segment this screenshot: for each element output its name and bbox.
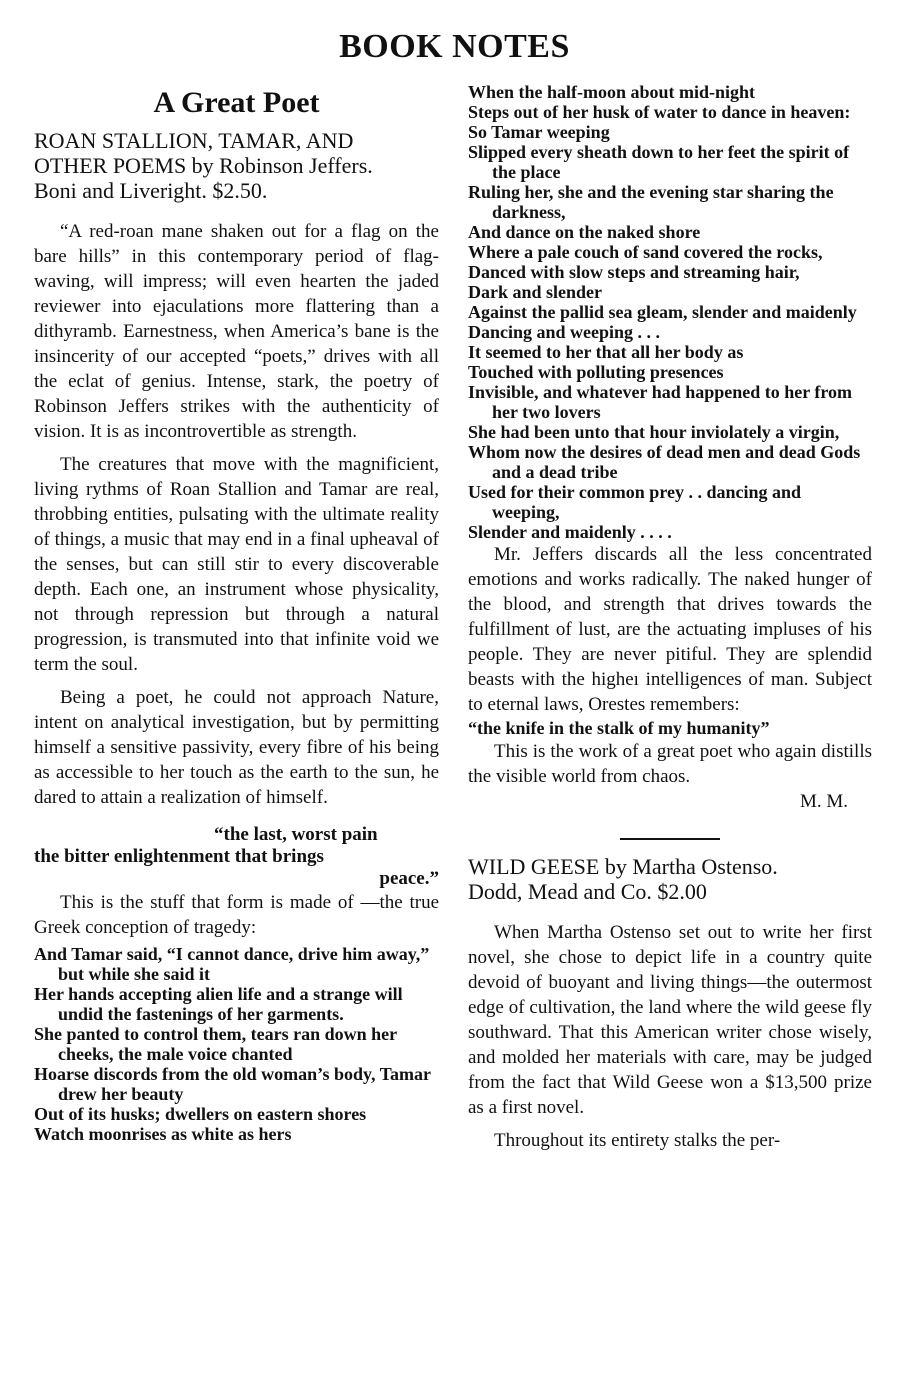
verse-line: Steps out of her husk of water to dance in heaven: [468, 102, 851, 122]
paragraph: This is the stuff that form is made of —the true Greek conception of tragedy: [34, 892, 439, 938]
paragraph: When Martha Ostenso set out to write her first novel, she chose to depict life in a country quite devoid of buoyant and living things—the outermost edge of cultivation, the land where the wild geese fly southward. That this American writer chose wisely, and molded her materials with care, may be judged from the fact that Wild Geese won a $13,500 prize as a first novel. [468, 922, 872, 1118]
block-quote [34, 824, 439, 890]
review-title: A Great Poet [153, 86, 320, 119]
quote-line: the bitter enlightenment that brings [34, 846, 324, 867]
verse-block [34, 944, 439, 1144]
reviewer-initials: M. M. [799, 791, 848, 812]
right-column [468, 82, 872, 1153]
verse-line: Where a pale couch of sand covered the rocks, [468, 242, 823, 262]
book-heading-line: Boni and Liveright. $2.50. [34, 178, 268, 203]
verse-line: Out of its husks; dwellers on eastern shores [34, 1104, 367, 1124]
book-heading-line: ROAN STALLION, TAMAR, AND [34, 128, 354, 153]
verse-line: When the half-moon about mid-night [468, 82, 756, 102]
verse-line: Invisible, and whatever had happened to her from her two lovers [468, 382, 853, 422]
book-heading-line: WILD GEESE by Martha Ostenso. [468, 854, 778, 879]
paragraph: “A red-roan mane shaken out for a flag on the bare hills” in this contemporary period of flag-waving, will impress; will even hearten the jaded reviewer into ejaculations more flattering than a dithyramb. Earnestness, when America’s bane is the insincerity of our accepted “poets,” drives with all the eclat of genius. Intense, stark, the poetry of Robinson Jeffers strikes with the authenticity of vision. It is as incontrovertible as strength. [34, 221, 439, 442]
verse-line: She had been unto that hour inviolately a virgin, [468, 422, 840, 442]
paragraph: The creatures that move with the magnificient, living rythms of Roan Stallion and Tamar are real, throbbing entities, pulsating with the ultimate reality of things, a music that may end in a final upheaval of the senses, but can still stir to every discoverable depth. Each one, an instrument whose physicality, not through repression but through a natural progression, is transmuted into that infinite void we term the soul. [34, 454, 439, 675]
quote-line: “the knife in the stalk of my humanity” [468, 718, 770, 738]
verse-line: Watch moonrises as white as hers [34, 1124, 292, 1144]
verse-line: So Tamar weeping [468, 122, 610, 142]
quote-line: peace.” [379, 868, 439, 889]
quote-line: “the last, worst pain [214, 824, 378, 845]
verse-line: It seemed to her that all her body as [468, 342, 744, 362]
verse-line: Touched with polluting presences [468, 362, 724, 382]
review-conclusion [468, 542, 872, 717]
verse-line: And Tamar said, “I cannot dance, drive him away,” but while she said it [34, 944, 430, 984]
verse-line: Used for their common prey . . dancing and weeping, [468, 482, 802, 522]
verse-block [468, 82, 872, 542]
verse-line: Her hands accepting alien life and a strange will undid the fastenings of her garments. [34, 984, 403, 1024]
transition-paragraph [34, 890, 439, 940]
book-heading-line: Dodd, Mead and Co. $2.00 [468, 879, 707, 904]
verse-line: Ruling her, she and the evening star sharing the darkness, [468, 182, 834, 222]
paragraph: Mr. Jeffers discards all the less concentrated emotions and works radicallу. The naked hunger of the blood, and strength that drives towards the fulfillment of lust, are the actuating impluses of his people. They are never pitiful. They are splendid beasts with the higheı intelligences of man. Subject to eternal laws, Orestes remembers: [468, 544, 872, 715]
review-body [34, 219, 439, 810]
verse-line: Slender and maidenly . . . . [468, 522, 672, 542]
verse-line: Danced with slow steps and streaming hair, [468, 262, 800, 282]
section-divider [620, 838, 720, 840]
book-heading [34, 128, 439, 203]
verse-line: Dancing and weeping . . . [468, 322, 661, 342]
closing-paragraph [468, 739, 872, 789]
verse-line: Hoarse discords from the old woman’s body, Tamar drew her beauty [34, 1064, 431, 1104]
paragraph: This is the work of a great poet who again distills the visible world from chaos. [468, 741, 872, 787]
page-title: BOOK NOTES [339, 28, 570, 65]
verse-line: Dark and slender [468, 282, 603, 302]
book-heading [468, 854, 872, 904]
verse-line: Slipped every sheath down to her feet the spirit of the place [468, 142, 850, 182]
left-column [34, 82, 439, 1144]
paragraph: Throughout its entirety stalks the per- [494, 1130, 781, 1151]
verse-line: Against the pallid sea gleam, slender and maidenly [468, 302, 857, 322]
review-body [468, 920, 872, 1153]
verse-line: And dance on the naked shore [468, 222, 701, 242]
signature-row [468, 789, 872, 814]
verse-line: She panted to control them, tears ran down her cheeks, the male voice chanted [34, 1024, 397, 1064]
book-heading-line: OTHER POEMS by Robinson Jeffers. [34, 153, 373, 178]
verse-line: Whom now the desires of dead men and dead Gods and a dead tribe [468, 442, 861, 482]
paragraph: Being a poet, he could not approach Nature, intent on analytical investigation, but by permitting himself a sensitive passivity, every fibre of his being as accessible to her touch as the earth to the sun, he dared to attain a realization of himself. [34, 687, 439, 808]
